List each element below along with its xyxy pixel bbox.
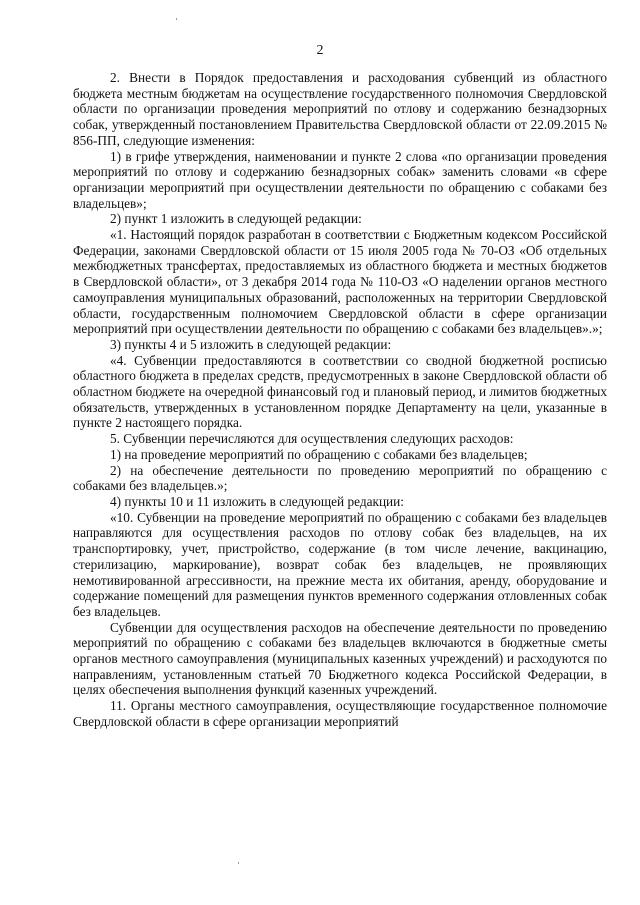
page-number: 2 bbox=[316, 43, 324, 58]
scan-artifact bbox=[176, 18, 177, 20]
paragraph-subitem-4: 4) пункты 10 и 11 изложить в следующей редакции: bbox=[110, 493, 404, 509]
paragraph-clause-10: «10. Субвенции на проведение мероприятий по обращению с собаками без владельцев направляются для осуществления расходов по отлову собак без владельцев, на их транспортировку, учет, пристройство, содержание (в том числе лечение, вакцинацию, стерилизацию, маркирование), возврат собак без владельцев, не проявляющих немотивированной агрессивности, на прежние места их обитания, аренду, оборудование и содержание помещений для размещения пунктов временного содержания отловленных собак без владельцев. bbox=[73, 509, 607, 619]
paragraph-clause-4: «4. Субвенции предоставляются в соответствии со сводной бюджетной росписью областного бюджета в пределах средств, предусмотренных в законе Свердловской области об областном бюджете на очередной финансовый год и плановый период, и лимитов бюджетных обязательств, утвержденных в установленном порядке Департаменту на цели, указанные в пункте 2 настоящего порядка. bbox=[73, 352, 607, 431]
paragraph-subitem-1: 1) в грифе утверждения, наименовании и пункте 2 слова «по организации проведения мероприятий по отлову и содержанию безнадзорных собак» заменить словами «в сфере организации мероприятий при осуществлении деятельности по обращению с собаками без владельцев»; bbox=[73, 148, 607, 211]
paragraph-clause-1: «1. Настоящий порядок разработан в соответствии с Бюджетным кодексом Российской Федерации, законами Свердловской области от 15 июля 2005 года № 70-ОЗ «Об отдельных межбюджетных трансфертах, предоставляемых из областного бюджета и местных бюджетов в Свердловской области», от 3 декабря 2014 года № 110-ОЗ «О наделении органов местного самоуправления муниципальных образований, расположенных на территории Свердловской области, государственным полномочием Свердловской области в сфере организации мероприятий при осуществлении деятельности по обращению с собаками без владельцев».»; bbox=[73, 227, 607, 337]
paragraph-item-2: 2. Внести в Порядок предоставления и расходования субвенций из областного бюджета местным бюджетам на осуществление государственного полномочия Свердловской области по организации проведения мероприятий по отлову и содержанию безнадзорных собак, утвержденный постановлением Правительства Свердловской области от 22.09.2015 № 856-ПП, следующие изменения: bbox=[73, 70, 607, 148]
paragraph-subitem-3: 3) пункты 4 и 5 изложить в следующей редакции: bbox=[110, 336, 392, 352]
document-body bbox=[73, 70, 607, 730]
paragraph-clause-5-2: 2) на обеспечение деятельности по проведению мероприятий по обращению с собаками без владельцев.»; bbox=[73, 462, 607, 494]
scan-artifact bbox=[238, 862, 239, 864]
paragraph-subitem-2: 2) пункт 1 изложить в следующей редакции: bbox=[110, 211, 362, 227]
paragraph-clause-5-1: 1) на проведение мероприятий по обращению с собаками без владельцев; bbox=[110, 446, 528, 462]
paragraph-clause-10-part-2: Субвенции для осуществления расходов на обеспечение деятельности по проведению мероприятий по обращению с собаками без владельцев включаются в бюджетные сметы органов местного самоуправления (муниципальных казенных учреждений) и расходуются по направлениям, установленным статьей 70 Бюджетного кодекса Российской Федерации, в целях обеспечения выполнения функций казенных учреждений. bbox=[73, 619, 607, 698]
paragraph-clause-11: 11. Органы местного самоуправления, осуществляющие государственное полномочие Свердловской области в сфере организации мероприятий bbox=[73, 698, 607, 729]
paragraph-clause-5: 5. Субвенции перечисляются для осуществления следующих расходов: bbox=[110, 431, 514, 447]
